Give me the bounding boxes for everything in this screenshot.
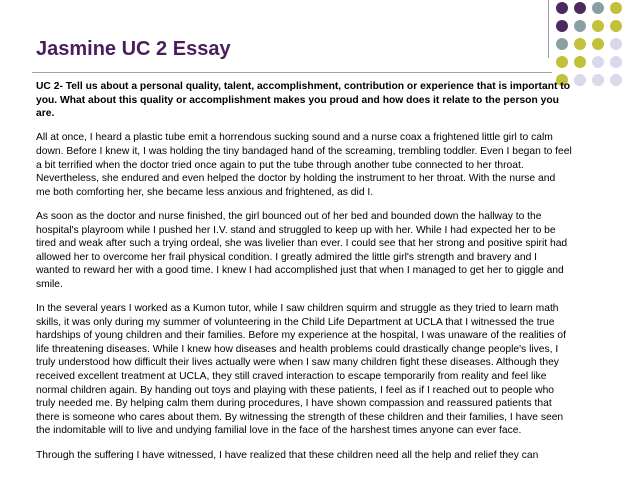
decorative-dot xyxy=(574,56,586,68)
slide-title: Jasmine UC 2 Essay xyxy=(36,38,231,60)
decorative-dot xyxy=(592,20,604,32)
essay-body xyxy=(36,80,572,473)
essay-paragraph-2: As soon as the doctor and nurse finished, the girl bounced out of her bed and bounded down the hallway to the hospital's playroom while I pushed her I.V. stand and struggled to keep up with her. While I had expected her to be tired and weak after such a trying ordeal, she was livelier than ever. I could see that her strong and positive spirit had allowed her to overcome her frail physical condition. I greatly admired the little girl's strength and bravery and I wanted to reward her with a good time. I knew I had accomplished just that when I managed to get her to giggle and smile. xyxy=(36,210,568,290)
decorative-dot xyxy=(574,38,586,50)
vertical-rule xyxy=(548,0,549,58)
decorative-dot xyxy=(574,2,586,14)
essay-paragraph-3: In the several years I worked as a Kumon tutor, while I saw children squirm and struggle as they tried to learn math skills, it was only during my summer of volunteering in the Child Life Department at UCLA that I witnessed the true hardships of young children and their families. Before my experience at the hospital, I was unaware of the realities of life threatening diseases. While I knew how diseases and health problems could drastically change people's lives, I truly understood how difficult their lives actually were when I saw many children fight these diseases. Although they received excellent treatment at UCLA, they still craved interaction to escape temporarily from reality and feel like normal children again. By handing out toys and playing with these patients, I feel as if I reached out to people who truly needed me. By helping calm them during procedures, I have shown compassion and reassured patients that there is someone who cares about them. By witnessing the strength of these children and their families, I have seen the indomitable will to live and undying familial love in the face of the harshest times anyone can ever face. xyxy=(36,303,567,437)
decorative-dot xyxy=(574,20,586,32)
decorative-dot xyxy=(592,2,604,14)
decorative-dot xyxy=(574,74,586,86)
decorative-dot xyxy=(610,56,622,68)
essay-paragraph-1: All at once, I heard a plastic tube emit a horrendous sucking sound and a nurse coax a frightened little girl to calm down. Before I knew it, I was holding the tiny bandaged hand of the screaming, trembling toddler. Even I began to feel a bit terrified when the doctor tried once again to put the tube through another tube connected to her throat. Nevertheless, she endured and even helped the doctor by holding the instrument to her throat. With the nurse and me both comforting her, she became less anxious and frightened, as did I. xyxy=(36,132,572,198)
decorative-dot xyxy=(556,2,568,14)
decorative-dot xyxy=(592,56,604,68)
decorative-dot xyxy=(610,74,622,86)
essay-paragraph-4: Through the suffering I have witnessed, I have realized that these children need all the help and relief they can xyxy=(36,449,539,461)
decorative-dot xyxy=(556,56,568,68)
decorative-dot xyxy=(610,20,622,32)
decorative-dot xyxy=(592,38,604,50)
decorative-dot xyxy=(610,2,622,14)
essay-prompt: UC 2- Tell us about a personal quality, talent, accomplishment, contribution or experience that is important to you. What about this quality or accomplishment makes you proud and how does it relate to the person you are. xyxy=(36,81,570,120)
horizontal-rule xyxy=(32,72,552,73)
decorative-dot xyxy=(556,20,568,32)
decorative-dot xyxy=(610,38,622,50)
decorative-dot xyxy=(556,38,568,50)
decorative-dot xyxy=(592,74,604,86)
